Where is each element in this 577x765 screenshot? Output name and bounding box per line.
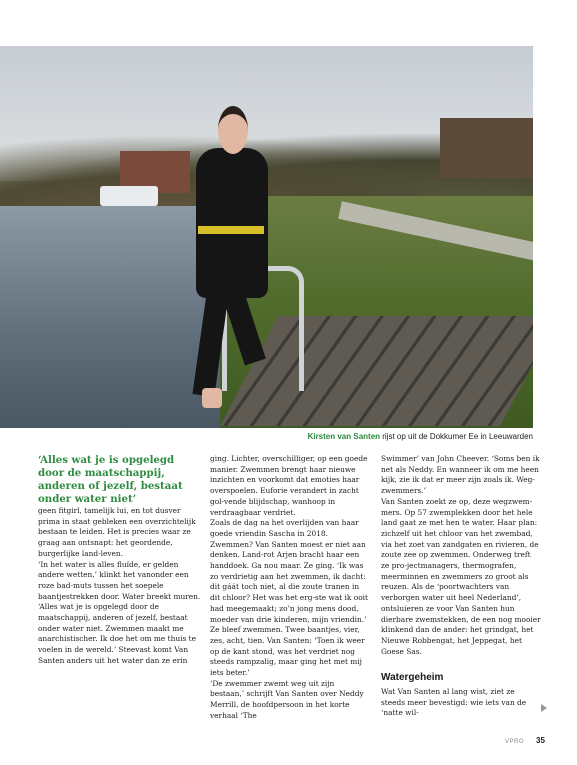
publication-logo: VPRO xyxy=(505,739,525,745)
pull-quote: ‘Alles wat je is opgelegd door de maatschappij, anderen of jezelf, bestaat onder water niet’ xyxy=(38,454,183,505)
photo-house xyxy=(440,118,533,178)
photo-caption xyxy=(0,432,533,441)
paragraph: Zoals de dag na het overlijden van haar goede vriendin Sascha in 2018. Zwemmen? Van Santen moest er niet aan denken. Land-rot Arjen bracht haar een handdoek. Ga nou maar. Ze ging. ‘Ik was zo verdrietig aan het zwemmen, ik dacht: dit gáát toch niet, al die zoute tranen in dit chloor? Het was het erg-ste wat ik ooit had meegemaakt; zo’n jong mens dood, moeder van drie kinderen, mijn vriendin.’ Ze bleef zwemmen. Twee baantjes, vier, zes, acht, tien. Van Santen: ‘Toen ik weer op de kant stond, was het verdriet nog steeds rampzalig, maar ging het met mij iets beter.’ xyxy=(210,518,368,678)
paragraph: geen fitgirl, tamelijk lui, en tot dusver prima in staat gebleken een overzichtelijk bestaan te leiden. Het is precies waar ze graag aan ontsnapt: het geordende, burgerlijke land-leven. xyxy=(38,506,196,558)
paragraph: ‘De zwemmer zwemt weg uit zijn bestaan,’ schrijft Van Santen over Neddy Merrill, de hoofdpersoon in het korte verhaal ‘The xyxy=(210,678,364,720)
paragraph: Van Santen zoekt ze op, deze wegzwem-mers. Op 57 zwemplekken door het hele land gaat ze met hen te water. Haar plan: zichzelf uit het chloor van het zwembad, via het zoet van zandgaten en rivieren, de zoute zee op zwemmen. Onderweg treft ze pro-jectmanagers, thermografen, meerminnen en zwemmers zo groot als reuzen. Als de ‘poortwachters van verborgen water uit heel Nederland’, ontsluieren ze voor Van Santen hun dierbare zwemstekken, de een nog mooier klinkend dan de ander: het grindgat, het Nieuwe Robbengat, het Jeppegat, het Goese Sas. xyxy=(381,496,541,656)
article-column-2 xyxy=(210,454,368,722)
paragraph: ging. Lichter, overschilliger, op een goede manier. Zwemmen brengt haar nieuwe inzichten en voorkomt dat emoties haar overspoelen. Euforie verandert in zacht gol-vende blijdschap, wanhoop in verdraagbaar verdriet. xyxy=(210,454,368,517)
article-column-1 xyxy=(38,454,201,667)
continue-arrow-icon xyxy=(541,704,547,712)
paragraph: ‘In het water is alles fluïde, er gelden andere wetten,’ klinkt het vanonder een roze bad-muts tussen het soepele baantjestrekken door. Water breekt muren. ‘Alles wat je is opgelegd door de maatschappij, anderen of jezelf, bestaat onder water niet. Zwemmen maakt me anarchistischer. Ik doe het om me thuis te voelen in de wereld.’ Steevast komt Van Santen anders uit het water dan ze erin xyxy=(38,559,201,665)
article-column-3 xyxy=(381,454,541,719)
photo-swimmer xyxy=(188,106,274,406)
photo-boat xyxy=(100,186,158,206)
caption-name: Kirsten van Santen xyxy=(307,432,381,441)
page-number: 35 xyxy=(536,736,545,745)
caption-text: rijst op uit de Dokkumer Ee in Leeuwarden xyxy=(380,432,533,441)
article-photo xyxy=(0,46,533,428)
paragraph: Swimmer’ van John Cheever. ‘Soms ben ik net als Neddy. En wanneer ik om me heen kijk, zie ik dat er meer zijn zoals ik. Weg-zwemmers.’ xyxy=(381,454,540,496)
paragraph: Wat Van Santen al lang wist, ziet ze steeds meer bevestigd: wie iets van de ‘natte wil- xyxy=(381,687,527,718)
section-subhead: Watergeheim xyxy=(381,672,444,684)
